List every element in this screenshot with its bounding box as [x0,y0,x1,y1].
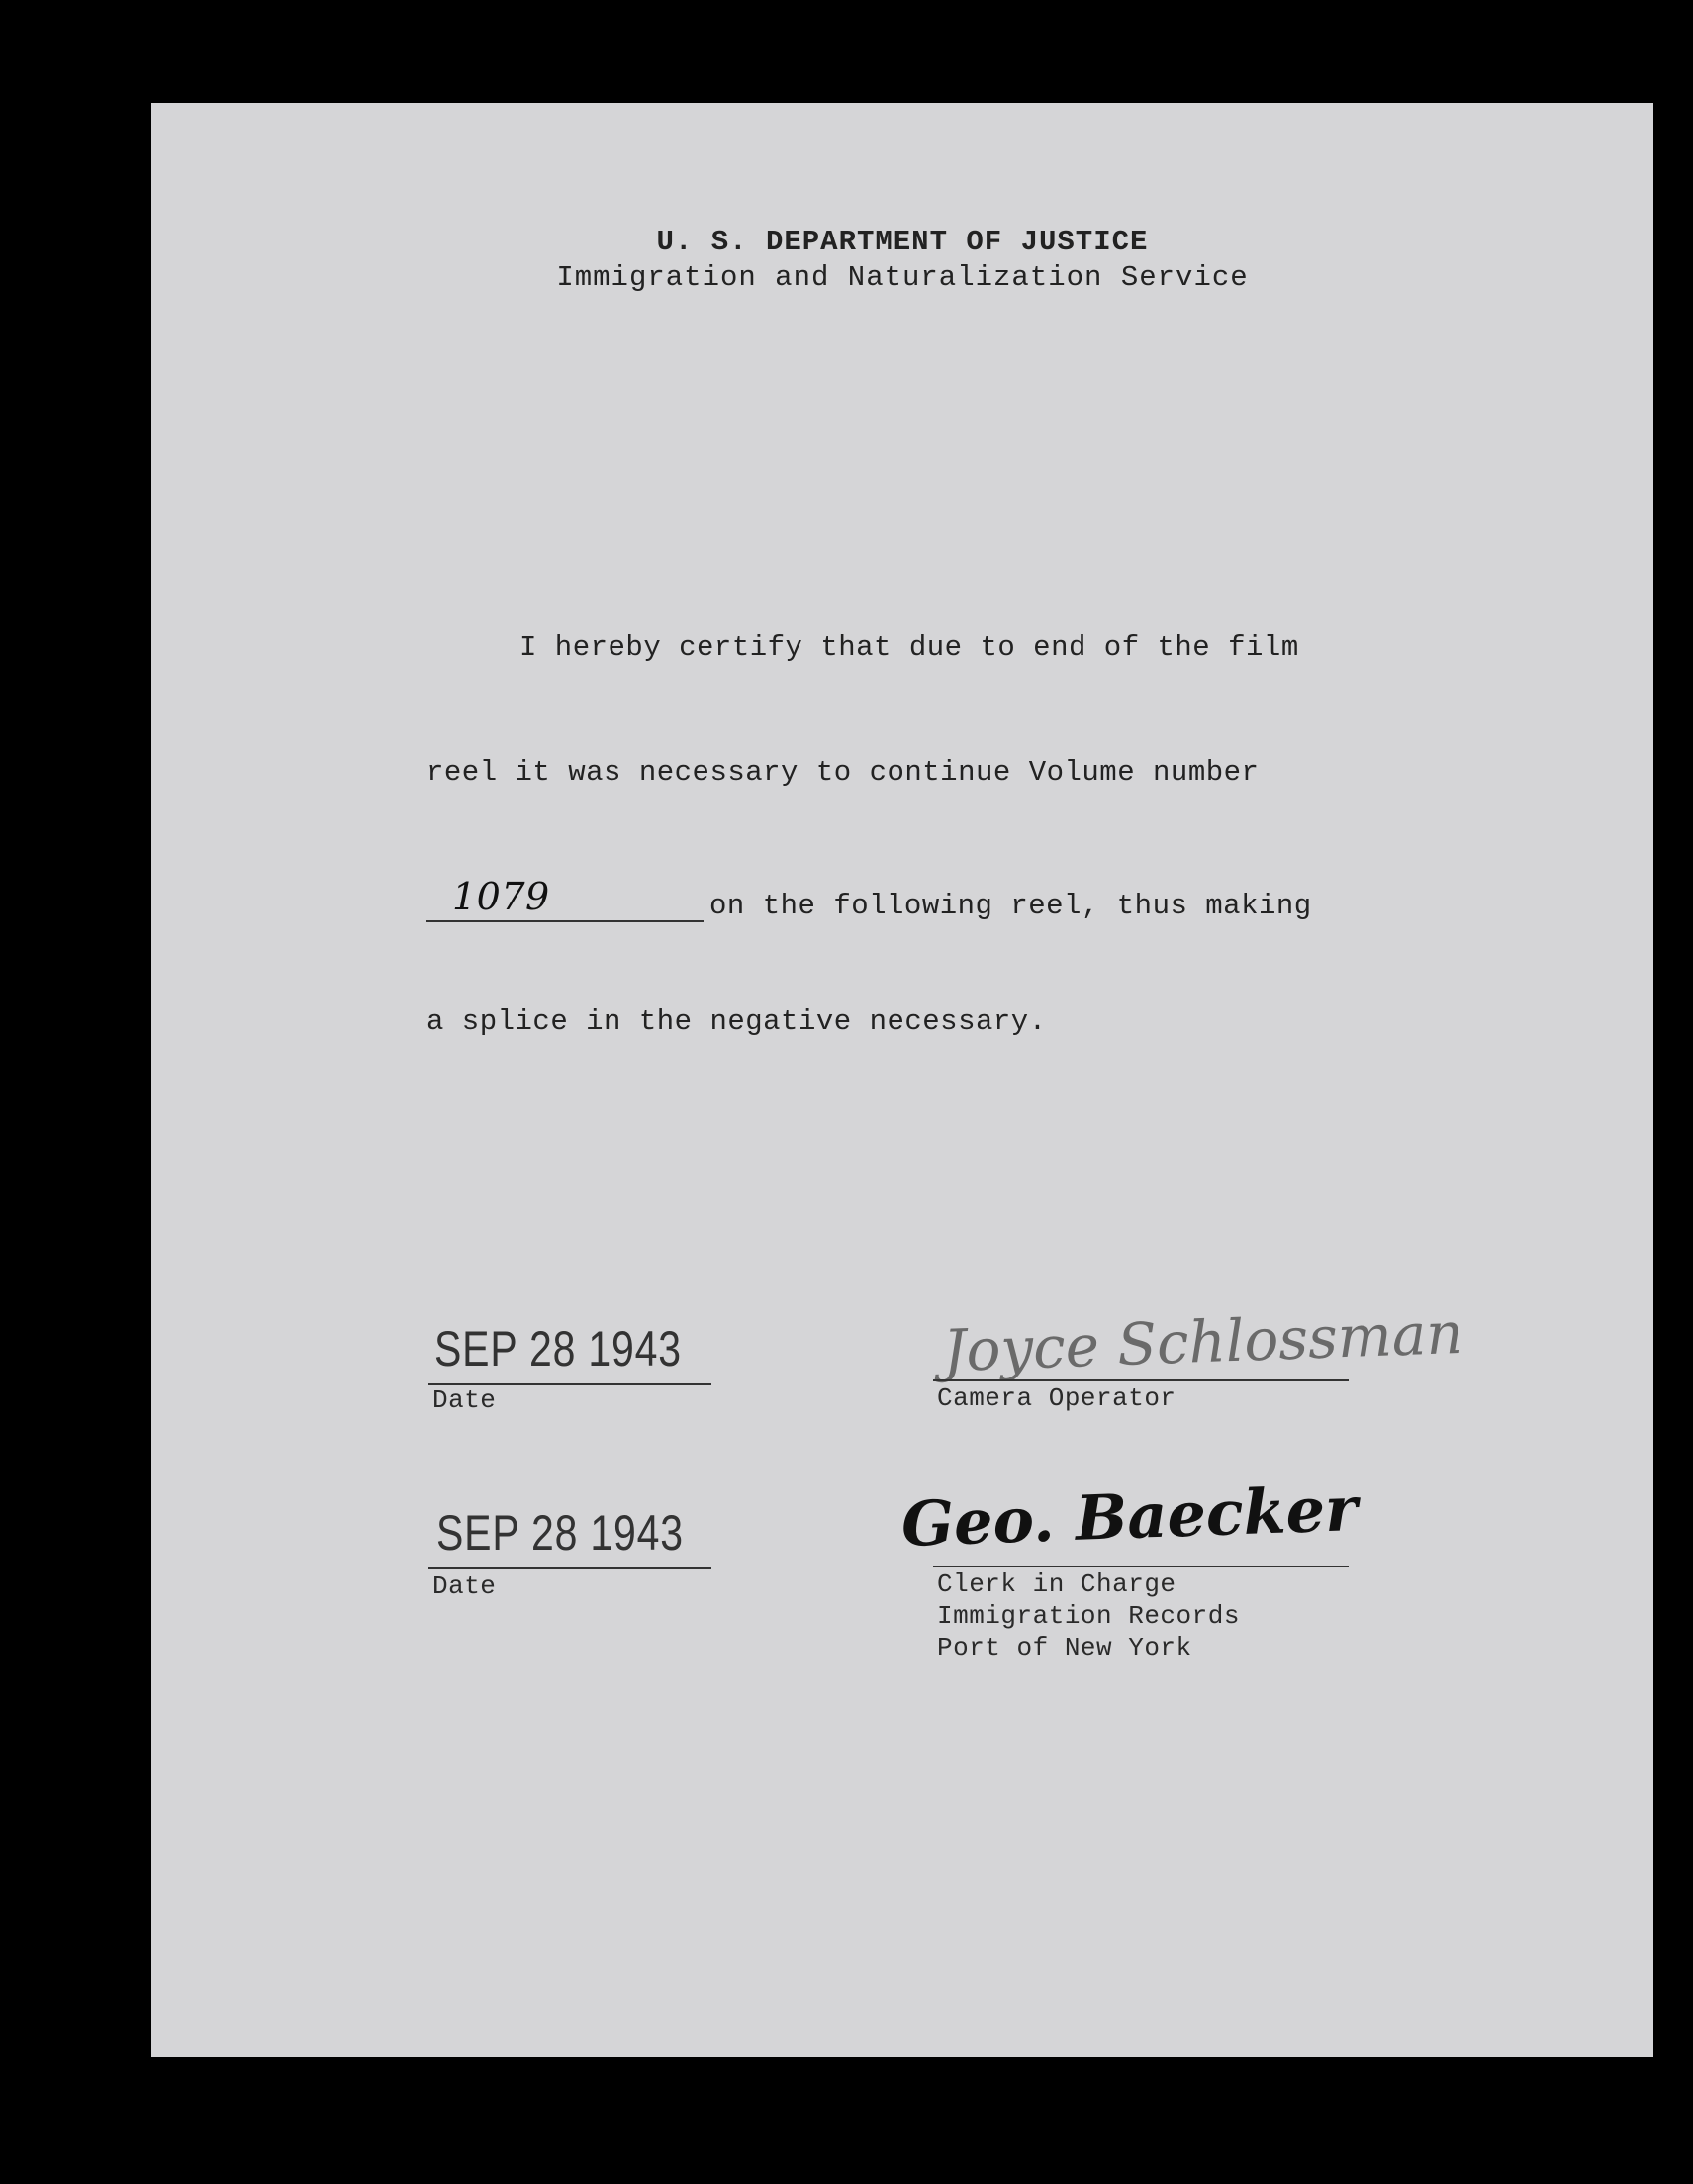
camera-operator-signature-line [933,1379,1349,1381]
certificate-line-3 [426,875,1312,922]
date-underline-2 [428,1567,711,1569]
certificate-line-2: reel it was necessary to continue Volume number [426,756,1260,789]
volume-number-blank [426,875,704,922]
date-stamp-2: SEP 28 1943 [436,1505,684,1561]
clerk-title-line-3: Port of New York [937,1633,1192,1662]
clerk-title-line-2: Immigration Records [937,1601,1240,1631]
date-label-2: Date [432,1571,497,1601]
clerk-title-line-1: Clerk in Charge [937,1569,1176,1599]
certificate-line-1: I hereby certify that due to end of the film [519,631,1299,664]
certificate-line-3-text: on the following reel, thus making [709,890,1312,922]
clerk-signature-line [933,1566,1349,1567]
camera-operator-signature: Joyce Schlossman [941,1298,1464,1385]
agency-heading: U. S. DEPARTMENT OF JUSTICE [656,226,1149,258]
volume-number: 1079 [452,875,550,918]
clerk-signature: Geo. Baecker [899,1472,1359,1562]
date-label-1: Date [432,1385,497,1415]
certificate-line-4: a splice in the negative necessary. [426,1005,1047,1038]
camera-operator-label: Camera Operator [937,1383,1176,1413]
document-page [151,103,1653,2057]
service-heading: Immigration and Naturalization Service [556,261,1249,294]
date-stamp-1: SEP 28 1943 [434,1321,682,1377]
